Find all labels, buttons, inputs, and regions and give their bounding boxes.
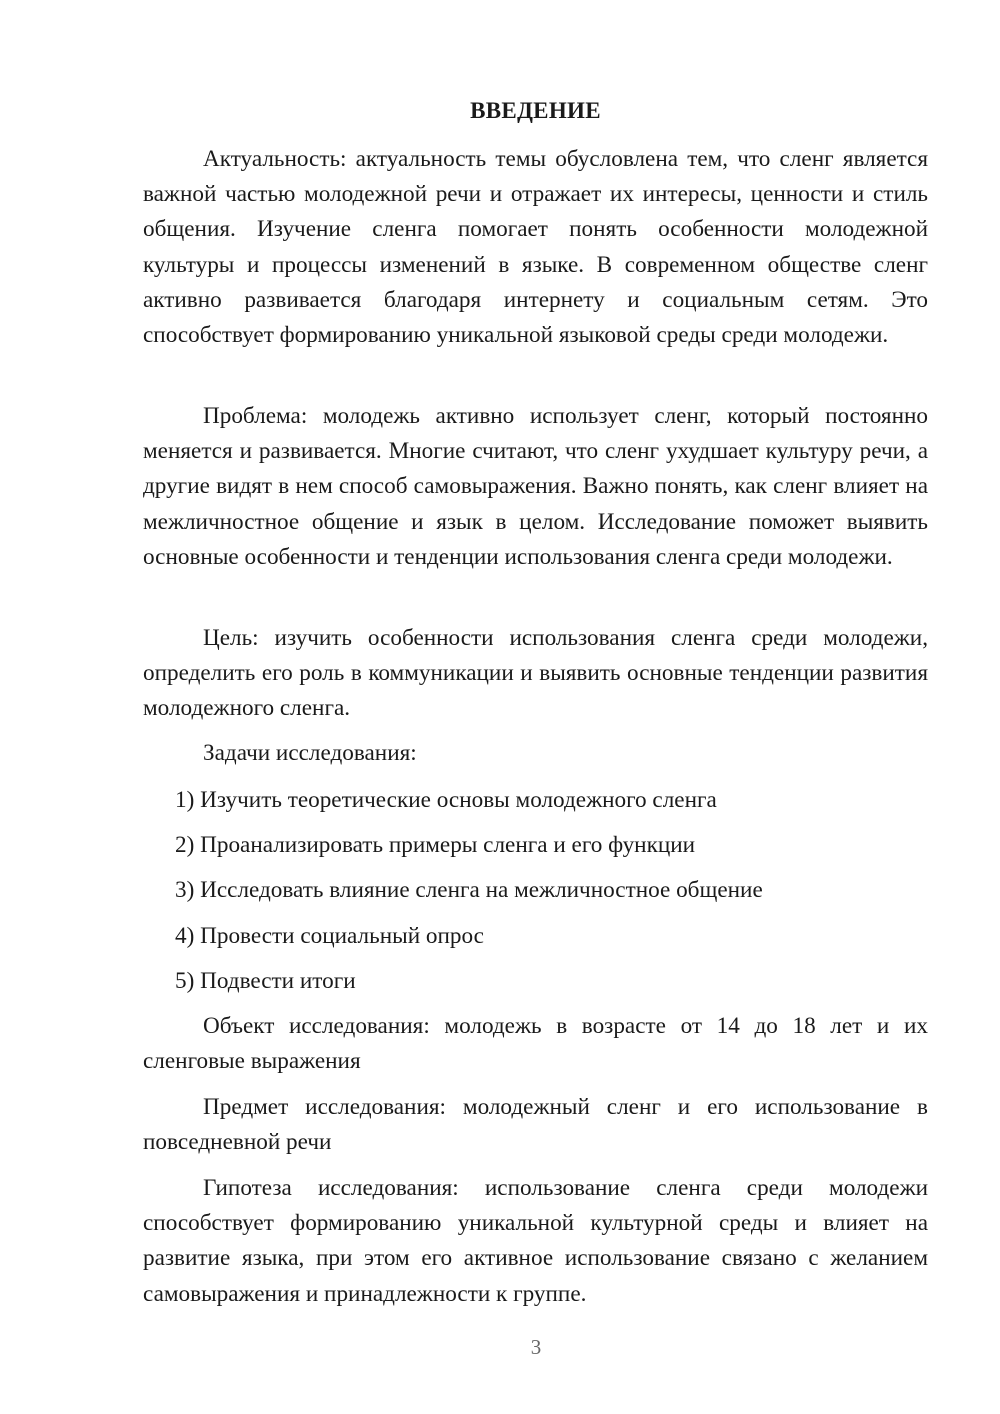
relevance-paragraph: Актуальность: актуальность темы обусловлена тем, что сленг является важной частью молодежной речи и отражает их интересы, ценности и стиль общения. Изучение сленга помогает понять особенности молодежной культуры и процессы изменений в языке. В современном обществе сленг активно развивается благодаря интернету и социальным сетям. Это способствует формированию уникальной языковой среды среди молодежи. — [143, 146, 928, 349]
subject-paragraph: Предмет исследования: молодежный сленг и его использование в повседневной речи — [143, 1094, 928, 1156]
task-item-5: 5) Подвести итоги — [175, 968, 356, 994]
section-title: ВВЕДЕНИЕ — [470, 98, 601, 123]
goal-paragraph: Цель: изучить особенности использования сленга среди молодежи, определить его роль в коммуникации и выявить основные тенденции развития молодежного сленга. — [143, 625, 928, 722]
object-paragraph: Объект исследования: молодежь в возрасте от 14 до 18 лет и их сленговые выражения — [143, 1013, 928, 1075]
task-item-3: 3) Исследовать влияние сленга на межличностное общение — [175, 877, 763, 903]
tasks-heading: Задачи исследования: — [203, 740, 417, 766]
hypothesis-paragraph: Гипотеза исследования: использование сленга среди молодежи способствует формированию уникальной культурной среды и влияет на развитие языка, при этом его активное использование связано с желанием самовыражения и принадлежности к группе. — [143, 1175, 928, 1307]
task-item-4: 4) Провести социальный опрос — [175, 923, 484, 949]
task-item-1: 1) Изучить теоретические основы молодежного сленга — [175, 787, 717, 813]
problem-paragraph: Проблема: молодежь активно использует сленг, который постоянно меняется и развивается. Многие считают, что сленг ухудшает культуру речи, а другие видят в нем способ самовыражения. Важно понять, как сленг влияет на межличностное общение и язык в целом. Исследование поможет выявить основные особенности и тенденции использования сленга среди молодежи. — [143, 403, 928, 570]
task-item-2: 2) Проанализировать примеры сленга и его функции — [175, 832, 696, 858]
page-number: 3 — [530, 1335, 542, 1359]
